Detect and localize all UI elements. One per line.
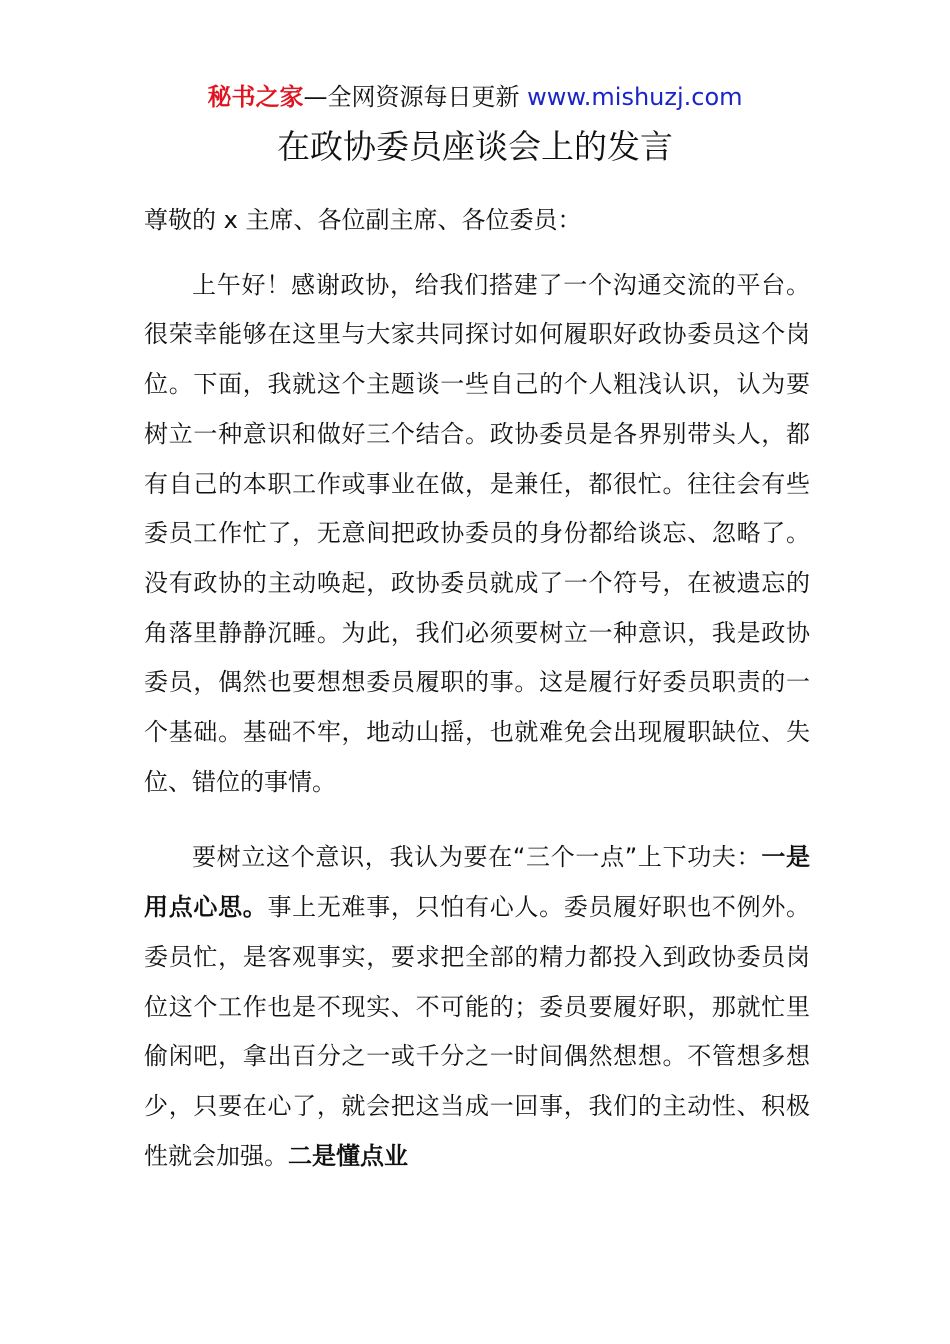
point-1-heading: 一是用点心思。 [144, 843, 810, 922]
point-2-heading: 二是懂点业 [288, 1141, 408, 1170]
header-tagline: —全网资源每日更新 [303, 83, 528, 111]
brand-name: 秘书之家 [207, 83, 304, 111]
document-body [144, 196, 810, 1181]
site-url-link[interactable]: www.mishuzj.com [527, 83, 743, 111]
paragraph-1: 上午好！感谢政协，给我们搭建了一个沟通交流的平台。很荣幸能够在这里与大家共同探讨如何履职好政协委员这个岗位。下面，我就这个主题谈一些自己的个人粗浅认识，认为要树立一种意识和做好三个结合。政协委员是各界别带头人，都有自己的本职工作或事业在做，是兼任，都很忙。往往会有些委员工作忙了，无意间把政协委员的身份都给谈忘、忽略了。没有政协的主动唤起，政协委员就成了一个符号，在被遗忘的角落里静静沉睡。为此，我们必须要树立一种意识，我是政协委员，偶然也要想想委员履职的事。这是履行好委员职责的一个基础。基础不牢，地动山摇，也就难免会出现履职缺位、失位、错位的事情。 [144, 270, 810, 796]
paragraph-2-intro: 要树立这个意识，我认为要在“三个一点”上下功夫： [192, 843, 762, 872]
point-1-text: 事上无难事，只怕有心人。委员履好职也不例外。委员忙，是客观事实，要求把全部的精力都投入到政协委员岗位这个工作也是不现实、不可能的；委员要履好职，那就忙里偷闲吧，拿出百分之一或千分之一时间偶然想想。不管想多想少，只要在心了，就会把这当成一回事，我们的主动性、积极性就会加强。 [144, 893, 811, 1170]
document-title: 在政协委员座谈会上的发言 [277, 127, 673, 166]
paragraph-2 [144, 833, 810, 1181]
site-header [0, 80, 950, 114]
salutation: 尊敬的 x 主席、各位副主席、各位委员： [144, 206, 582, 234]
